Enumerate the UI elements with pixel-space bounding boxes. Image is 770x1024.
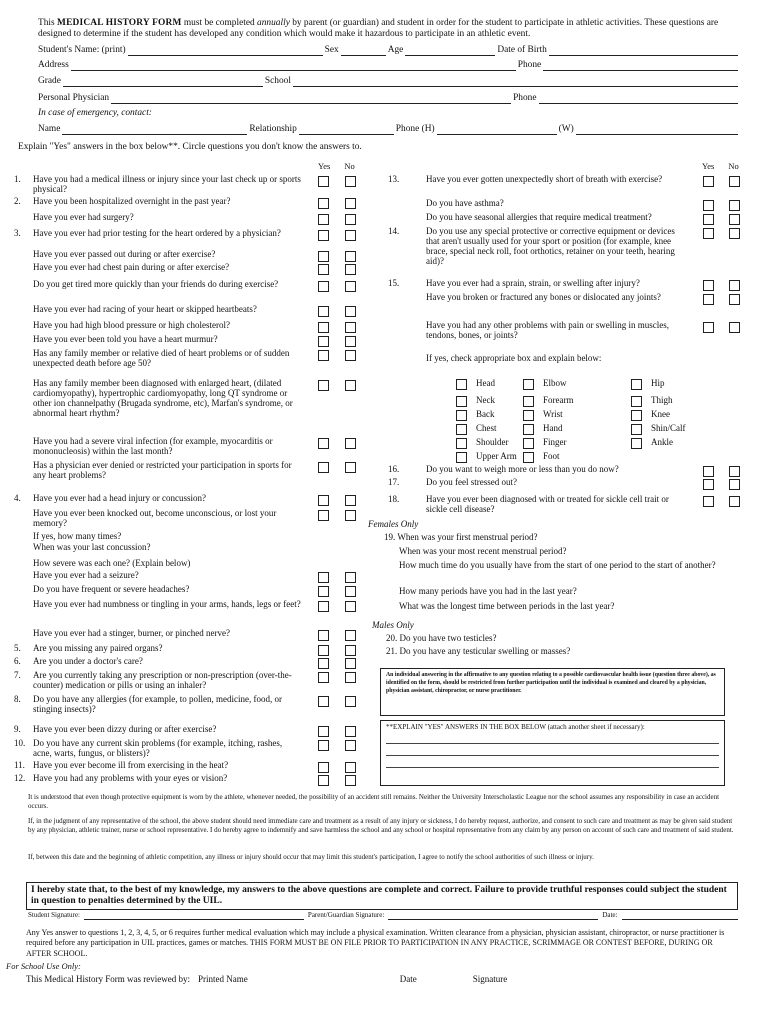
question-number: 18. (388, 494, 400, 504)
no-checkbox[interactable] (729, 280, 740, 291)
emergency-name-field[interactable] (62, 126, 247, 135)
emergency-label: In case of emergency, contact: (38, 108, 152, 119)
body-part-label: Forearm (543, 395, 574, 405)
question-text: Have you ever had a seizure? (33, 570, 139, 580)
no-checkbox[interactable] (345, 176, 356, 187)
yes-checkbox[interactable] (318, 672, 329, 683)
no-checkbox[interactable] (345, 198, 356, 209)
yes-checkbox[interactable] (703, 322, 714, 333)
physician-field[interactable] (111, 95, 511, 104)
no-checkbox[interactable] (345, 740, 356, 751)
yes-checkbox[interactable] (318, 572, 329, 583)
question-text: Have you been hospitalized overnight in the past year? (33, 196, 231, 206)
yes-checkbox[interactable] (318, 495, 329, 506)
no-checkbox[interactable] (345, 264, 356, 275)
body-part-label: Head (476, 378, 495, 388)
phone-h-field[interactable] (437, 126, 557, 135)
question-text: When was your last concussion? (33, 542, 151, 552)
question-text: Have you ever been knocked out, become unconscious, or lost your memory? (33, 508, 277, 529)
female-question: When was your most recent menstrual period? (399, 546, 567, 556)
no-checkbox[interactable] (345, 775, 356, 786)
yes-checkbox[interactable] (318, 696, 329, 707)
no-checkbox[interactable] (345, 658, 356, 669)
grade-field[interactable] (63, 78, 263, 87)
yes-checkbox[interactable] (318, 350, 329, 361)
no-checkbox[interactable] (345, 306, 356, 317)
yes-checkbox[interactable] (318, 198, 329, 209)
question-number: 3. (14, 228, 21, 238)
yes-checkbox[interactable] (318, 281, 329, 292)
body-part-label: Finger (543, 437, 567, 447)
body-part-checkbox[interactable] (523, 396, 534, 407)
question-text: Have you had a severe viral infection (for example, myocarditis or mononucleosis) within the last month? (33, 436, 273, 457)
body-part-checkbox[interactable] (456, 452, 467, 463)
yes-checkbox[interactable] (318, 230, 329, 241)
question-text: Have you ever had a sprain, strain, or swelling after injury? (426, 278, 640, 288)
yes-checkbox[interactable] (703, 280, 714, 291)
female-question: What was the longest time between periods in the last year? (399, 601, 615, 611)
question-text: Do you have asthma? (426, 198, 504, 208)
parent-signature-field[interactable] (388, 913, 598, 920)
question-text: Do you have seasonal allergies that require medical treatment? (426, 212, 652, 222)
no-checkbox[interactable] (345, 462, 356, 473)
question-number: 9. (14, 724, 21, 734)
question-number: 16. (388, 464, 400, 474)
female-question: 19. When was your first menstrual period? (384, 532, 538, 542)
row-grade: Grade School (38, 75, 740, 87)
yes-checkbox[interactable] (318, 630, 329, 641)
age-field[interactable] (405, 47, 495, 56)
no-checkbox[interactable] (729, 479, 740, 490)
student-signature-field[interactable] (84, 913, 304, 920)
sex-field[interactable] (341, 47, 386, 56)
clearance-notice: Any Yes answer to questions 1, 2, 3, 4, 5, or 6 requires further medical evaluation which may include a physical examination. Written clearance from a physician, physician assistant, chiropractor, or nurse practitioner is required before any participation in UIL practices, games or matches. THIS FORM MUST BE ON FILE PRIOR TO PARTICIPATION IN ANY PRACTICE, SCRIMMAGE OR CONTEST BEFORE, DURING OR AFTER SCHOOL. (26, 928, 725, 958)
body-part-label: Back (476, 409, 495, 419)
question-number: 6. (14, 656, 21, 666)
question-text: Have you ever had a head injury or concussion? (33, 493, 206, 503)
yes-checkbox[interactable] (318, 176, 329, 187)
school-field[interactable] (293, 78, 738, 87)
question-text: Has a physician ever denied or restricted your participation in sports for any heart problems? (33, 460, 292, 481)
consent-paragraph: If, in the judgment of any representative of the school, the above student should need immediate care and treatment as a result of any injury or sickness, I do hereby request, authorize, and consent to such care and treatment as may be given said student by any physician, athletic trainer, nurse or school representative. I do hereby agree to indemnify and save harmless the school and any school or hospital representative from any claim by any person on account of such care and treatment of said student. (28, 817, 734, 835)
question-number: 10. (14, 738, 26, 748)
no-checkbox[interactable] (729, 496, 740, 507)
question-number: 14. (388, 226, 400, 236)
cardio-notice: An individual answering in the affirmative to any question relating to a possible cardiovascular health issue (question three above), as identified on the form, should be restricted from further participation until the individual is examined and cleared by a physician, physician assistant, chiropractor, or nurse practitioner. (380, 668, 725, 716)
yes-checkbox[interactable] (318, 645, 329, 656)
no-checkbox[interactable] (345, 601, 356, 612)
body-part-checkbox[interactable] (523, 410, 534, 421)
question-text: Have you ever gotten unexpectedly short of breath with exercise? (426, 174, 663, 184)
phone-w-field[interactable] (576, 126, 738, 135)
males-only-label: Males Only (372, 620, 414, 630)
question-text: Are you missing any paired organs? (33, 643, 163, 653)
question-number: 11. (14, 760, 25, 770)
notify-paragraph: If, between this date and the beginning of athletic competition, any illness or injury should occur that may limit this student's participation, I agree to notify the school authorities of such illness or injury. (28, 853, 594, 861)
no-checkbox[interactable] (345, 726, 356, 737)
yes-checkbox[interactable] (318, 586, 329, 597)
no-checkbox[interactable] (345, 350, 356, 361)
question-number: 2. (14, 196, 21, 206)
body-part-label: Foot (543, 451, 560, 461)
question-text: If yes, check appropriate box and explain below: (426, 353, 602, 363)
question-text: Have you ever had racing of your heart or skipped heartbeats? (33, 304, 257, 314)
yes-checkbox[interactable] (318, 762, 329, 773)
yes-checkbox[interactable] (703, 228, 714, 239)
no-checkbox[interactable] (729, 466, 740, 477)
question-text: If yes, how many times? (33, 531, 122, 541)
question-number: 5. (14, 643, 21, 653)
question-text: Have you had high blood pressure or high cholesterol? (33, 320, 230, 330)
question-text: Has any family member or relative died of heart problems or of sudden unexpected death before age 50? (33, 348, 290, 369)
question-number: 8. (14, 694, 21, 704)
yes-checkbox[interactable] (703, 466, 714, 477)
body-part-label: Wrist (543, 409, 563, 419)
no-checkbox[interactable] (345, 586, 356, 597)
question-text: Have you had any other problems with pain or swelling in muscles, tendons, bones, or joints? (426, 320, 669, 341)
no-checkbox[interactable] (345, 336, 356, 347)
question-text: Have you ever had prior testing for the heart ordered by a physician? (33, 228, 281, 238)
no-checkbox[interactable] (729, 294, 740, 305)
no-checkbox[interactable] (345, 630, 356, 641)
question-text: Are you currently taking any prescription or non-prescription (over-the-counter) medication or pills or using an inhaler? (33, 670, 292, 691)
question-text: Do you get tired more quickly than your friends do during exercise? (33, 279, 279, 289)
date-field[interactable] (622, 913, 739, 920)
yes-checkbox[interactable] (318, 336, 329, 347)
yes-checkbox[interactable] (318, 726, 329, 737)
question-number: 17. (388, 477, 400, 487)
question-number: 15. (388, 278, 400, 288)
question-text: Have you ever had numbness or tingling in your arms, hands, legs or feet? (33, 599, 301, 609)
yes-checkbox[interactable] (703, 479, 714, 490)
no-checkbox[interactable] (729, 176, 740, 187)
yes-checkbox[interactable] (703, 294, 714, 305)
yes-checkbox[interactable] (703, 200, 714, 211)
no-checkbox[interactable] (729, 214, 740, 225)
no-checkbox[interactable] (345, 380, 356, 391)
question-number: 7. (14, 670, 21, 680)
no-checkbox[interactable] (345, 672, 356, 683)
yes-checkbox[interactable] (703, 496, 714, 507)
student-name-field[interactable] (128, 47, 323, 56)
signature-row: Student Signature: Parent/Guardian Signature: Date: (28, 912, 740, 920)
question-text: Are you under a doctor's care? (33, 656, 143, 666)
female-question: How many periods have you had in the last year? (399, 586, 577, 596)
question-text: Have you ever been diagnosed with or treated for sickle cell trait or sickle cell disease? (426, 494, 669, 515)
truth-statement: I hereby state that, to the best of my knowledge, my answers to the above questions are complete and correct. Failure to provide truthful responses could subject the student in question to penalties determined by the UIL. (26, 882, 738, 910)
body-part-checkbox[interactable] (523, 424, 534, 435)
school-use-label: For School Use Only: (6, 961, 81, 971)
body-part-checkbox[interactable] (631, 396, 642, 407)
body-part-label: Chest (476, 423, 497, 433)
question-text: Do you have any allergies (for example, to pollen, medicine, food, or stinging insects)? (33, 694, 283, 715)
question-text: Have you ever been dizzy during or after exercise? (33, 724, 217, 734)
dob-field[interactable] (549, 47, 738, 56)
body-part-checkbox[interactable] (631, 424, 642, 435)
no-checkbox[interactable] (345, 230, 356, 241)
yes-checkbox[interactable] (318, 214, 329, 225)
body-part-label: Upper Arm (476, 451, 517, 461)
question-text: Do you have frequent or severe headaches? (33, 584, 190, 594)
body-part-label: Hip (651, 378, 665, 388)
question-text: Do you have any current skin problems (for example, itching, rashes, acne, warts, fungus, or blisters)? (33, 738, 283, 759)
body-part-checkbox[interactable] (456, 438, 467, 449)
yes-checkbox[interactable] (318, 306, 329, 317)
liability-paragraph: It is understood that even though protective equipment is worn by the athlete, whenever needed, the possibility of an accident still remains. Neither the University Interscholastic League nor the school assumes any responsibility in case an accident occurs. (28, 793, 720, 811)
intro-paragraph: This MEDICAL HISTORY FORM must be completed annually by parent (or guardian) and student in order for the student to participate in athletic activities. These questions are designed to determine if the student has developed any condition which would make it hazardous to participate in an athletic event. (38, 18, 719, 39)
male-question: 20. Do you have two testicles? (386, 633, 497, 643)
form-title: MEDICAL HISTORY FORM (57, 18, 182, 28)
explain-box[interactable] (380, 720, 725, 786)
body-part-label: Hand (543, 423, 563, 433)
question-text: Has any family member been diagnosed with enlarged heart, (dilated cardiomyopathy), hypertrophic cardiomyopathy, long QT syndrome or other ion channelpathy (Brugada syndrome, etc), Marfan's syndrome, or abnormal heart rhythm? (33, 378, 293, 419)
yes-checkbox[interactable] (318, 264, 329, 275)
body-part-checkbox[interactable] (456, 396, 467, 407)
question-text: Have you had any problems with your eyes or vision? (33, 773, 228, 783)
question-text: Have you ever been told you have a heart murmur? (33, 334, 218, 344)
body-part-label: Shoulder (476, 437, 509, 447)
question-text: Do you use any special protective or corrective equipment or devices that aren't usually used for your sport or position (for example, knee brace, special neck roll, foot orthotics, retainer on your teeth, hearing aid)? (426, 226, 675, 267)
body-part-checkbox[interactable] (631, 438, 642, 449)
no-checkbox[interactable] (729, 200, 740, 211)
body-part-checkbox[interactable] (631, 410, 642, 421)
body-part-checkbox[interactable] (456, 379, 467, 390)
male-question: 21. Do you have any testicular swelling or masses? (386, 646, 571, 656)
phone-field[interactable] (543, 62, 738, 71)
no-checkbox[interactable] (729, 322, 740, 333)
no-checkbox[interactable] (345, 281, 356, 292)
body-part-checkbox[interactable] (523, 452, 534, 463)
yes-checkbox[interactable] (318, 658, 329, 669)
no-checkbox[interactable] (345, 645, 356, 656)
question-text: Have you ever become ill from exercising in the heat? (33, 760, 229, 770)
question-text: Have you ever had chest pain during or after exercise? (33, 262, 230, 272)
relationship-field[interactable] (299, 126, 394, 135)
question-text: Have you had a medical illness or injury since your last check up or sports physical? (33, 174, 301, 195)
school-use-row: This Medical History Form was reviewed by: Printed Name Date Signature (26, 974, 508, 984)
explain-box-title: **EXPLAIN "YES" ANSWERS IN THE BOX BELOW (attach another sheet if necessary): (386, 723, 645, 731)
question-number: 1. (14, 174, 21, 184)
no-checkbox[interactable] (345, 495, 356, 506)
yes-checkbox[interactable] (318, 775, 329, 786)
row-emergency: Name Relationship Phone (H) (W) (38, 123, 740, 135)
question-text: Have you broken or fractured any bones or dislocated any joints? (426, 292, 661, 302)
yes-checkbox[interactable] (703, 214, 714, 225)
body-part-checkbox[interactable] (523, 438, 534, 449)
body-part-label: Elbow (543, 378, 567, 388)
body-part-checkbox[interactable] (456, 424, 467, 435)
question-text: Do you feel stressed out? (426, 477, 517, 487)
yes-checkbox[interactable] (318, 601, 329, 612)
question-number: 12. (14, 773, 26, 783)
no-checkbox[interactable] (345, 322, 356, 333)
yes-checkbox[interactable] (318, 462, 329, 473)
no-checkbox[interactable] (345, 214, 356, 225)
question-text: Have you ever passed out during or after exercise? (33, 249, 216, 259)
female-question: How much time do you usually have from the start of one period to the start of another? (399, 560, 716, 570)
body-part-label: Ankle (651, 437, 673, 447)
no-checkbox[interactable] (729, 228, 740, 239)
question-text: Do you want to weigh more or less than you do now? (426, 464, 619, 474)
question-number: 4. (14, 493, 21, 503)
row-student: Student's Name: (print) Sex Age Date of Birth (38, 44, 740, 56)
no-checkbox[interactable] (345, 762, 356, 773)
row-address: Address Phone (38, 59, 740, 71)
body-part-checkbox[interactable] (456, 410, 467, 421)
yes-no-header-right: Yes No (702, 161, 739, 171)
question-text: Have you ever had surgery? (33, 212, 134, 222)
yes-checkbox[interactable] (318, 380, 329, 391)
yes-checkbox[interactable] (318, 251, 329, 262)
question-text: Have you ever had a stinger, burner, or pinched nerve? (33, 628, 230, 638)
no-checkbox[interactable] (345, 572, 356, 583)
physician-phone-field[interactable] (539, 95, 738, 104)
question-text: How severe was each one? (Explain below) (33, 558, 191, 568)
body-part-label: Shin/Calf (651, 423, 686, 433)
yes-checkbox[interactable] (318, 438, 329, 449)
row-physician: Personal Physician Phone (38, 92, 740, 104)
no-checkbox[interactable] (345, 510, 356, 521)
question-number: 13. (388, 174, 400, 184)
no-checkbox[interactable] (345, 696, 356, 707)
explain-instructions: Explain "Yes" answers in the box below**. Circle questions you don't know the answers to. (18, 142, 362, 152)
body-part-label: Neck (476, 395, 495, 405)
body-part-label: Knee (651, 409, 670, 419)
yes-checkbox[interactable] (318, 740, 329, 751)
no-checkbox[interactable] (345, 438, 356, 449)
no-checkbox[interactable] (345, 251, 356, 262)
body-part-label: Thigh (651, 395, 673, 405)
address-field[interactable] (71, 62, 516, 71)
body-part-checkbox[interactable] (631, 379, 642, 390)
yes-checkbox[interactable] (703, 176, 714, 187)
body-part-checkbox[interactable] (523, 379, 534, 390)
yes-checkbox[interactable] (318, 510, 329, 521)
yes-no-header-left: Yes No (318, 161, 355, 171)
yes-checkbox[interactable] (318, 322, 329, 333)
females-only-label: Females Only (368, 519, 419, 529)
